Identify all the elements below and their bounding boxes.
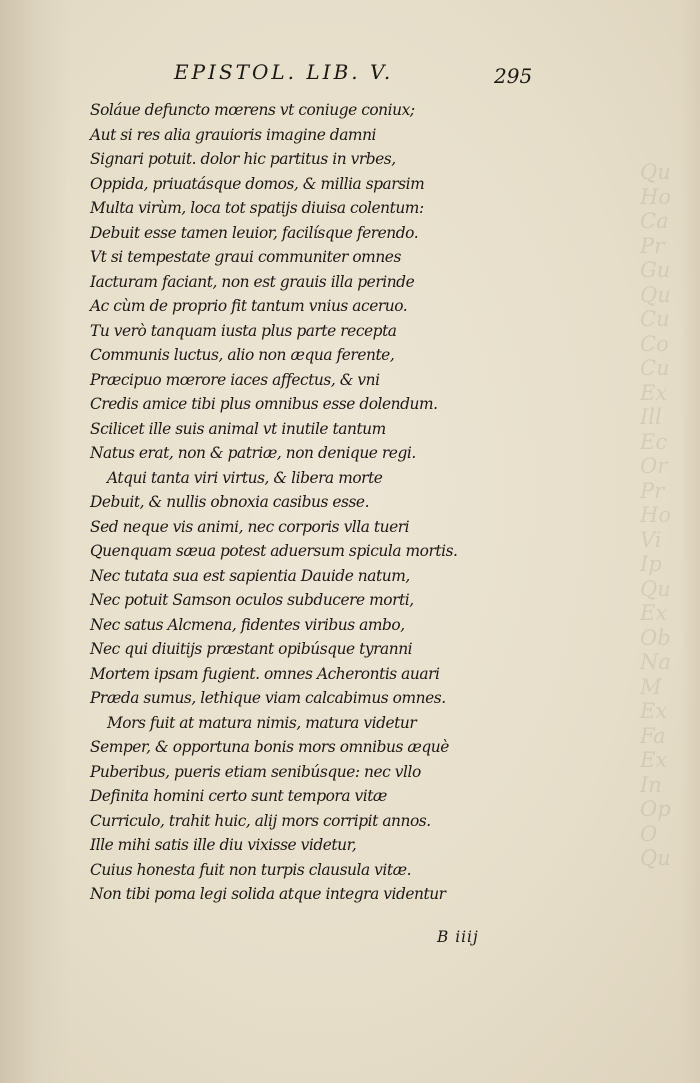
signature-mark: B iiij bbox=[437, 928, 479, 946]
verse-line: Debuit, & nullis obnoxia casibus esse. bbox=[90, 493, 370, 511]
verse-line: Oppida, priuatásque domos, & millia sparsim bbox=[90, 174, 425, 193]
verse-line: Multa virùm, loca tot spatijs diuisa colentum: bbox=[90, 199, 424, 217]
verse-line: Præda sumus, lethique viam calcabimus omnes. bbox=[90, 689, 446, 707]
verse-line: Credis amice tibi plus omnibus esse dolendum. bbox=[90, 395, 438, 413]
verse-line: Atqui tanta viri virtus, & libera morte bbox=[107, 468, 383, 487]
verse-line: Mors fuit at matura nimis, matura videtur bbox=[107, 713, 417, 732]
bleed-through-text: Qu Ho Ca Pr Gu Qu Cu Co Cu Ex Ill Ec Or Pr Ho Vi Ip Qu Ex Ob Na M Ex Fa Ex In Op O Qu bbox=[640, 160, 671, 870]
verse-line: Aut si res alia grauioris imagine damni bbox=[90, 125, 377, 144]
verse-line: Iacturam faciant, non est grauis illa perinde bbox=[90, 272, 415, 291]
verse-line: Quenquam sæua potest aduersum spicula mortis. bbox=[90, 542, 458, 560]
verse-line: Nec tutata sua est sapientia Dauide natum, bbox=[90, 566, 410, 585]
verse-line: Nec potuit Samson oculos subducere morti, bbox=[90, 591, 414, 609]
verse-line: Curriculo, trahit huic, alij mors corripit annos. bbox=[90, 811, 431, 830]
page-gutter-shadow bbox=[0, 0, 70, 1083]
verse-line: Scilicet ille suis animal vt inutile tantum bbox=[90, 419, 386, 438]
verse-line: Signari potuit. dolor hic partitus in vrbes, bbox=[90, 150, 396, 168]
verse-line: Definita homini certo sunt tempora vitæ bbox=[90, 787, 387, 805]
verse-block bbox=[90, 98, 490, 907]
running-title: EPISTOL. LIB. V. bbox=[174, 60, 394, 84]
verse-line: Natus erat, non & patriæ, non denique regi. bbox=[90, 444, 416, 462]
verse-line: Cuius honesta fuit non turpis clausula vitæ. bbox=[90, 860, 412, 879]
verse-line: Debuit esse tamen leuior, facilísque ferendo. bbox=[90, 223, 419, 242]
verse-line: Communis luctus, alio non æqua ferente, bbox=[90, 346, 395, 364]
verse-line: Mortem ipsam fugient. omnes Acherontis auari bbox=[90, 664, 440, 683]
page-number: 295 bbox=[494, 64, 533, 88]
verse-line: Nec satus Alcmena, fidentes viribus ambo, bbox=[90, 615, 405, 634]
verse-line: Præcipuo mœrore iaces affectus, & vni bbox=[90, 370, 380, 389]
verse-line: Tu verò tanquam iusta plus parte recepta bbox=[90, 321, 397, 340]
verse-line: Semper, & opportuna bonis mors omnibus æquè bbox=[90, 738, 449, 756]
verse-line: Puberibus, pueris etiam senibúsque: nec vllo bbox=[90, 762, 421, 781]
verse-line: Ac cùm de proprio fit tantum vnius aceruo. bbox=[90, 297, 408, 315]
verse-line: Ille mihi satis ille diu vixisse videtur, bbox=[90, 836, 357, 854]
verse-line: Non tibi poma legi solida atque integra videntur bbox=[90, 885, 446, 903]
verse-line: Nec qui diuitijs præstant opibúsque tyranni bbox=[90, 640, 413, 658]
verse-line: Sed neque vis animi, nec corporis vlla tueri bbox=[90, 517, 410, 536]
verse-line: Soláue defuncto mœrens vt coniuge coniux; bbox=[90, 101, 415, 119]
verse-line: Vt si tempestate graui communiter omnes bbox=[90, 248, 401, 266]
